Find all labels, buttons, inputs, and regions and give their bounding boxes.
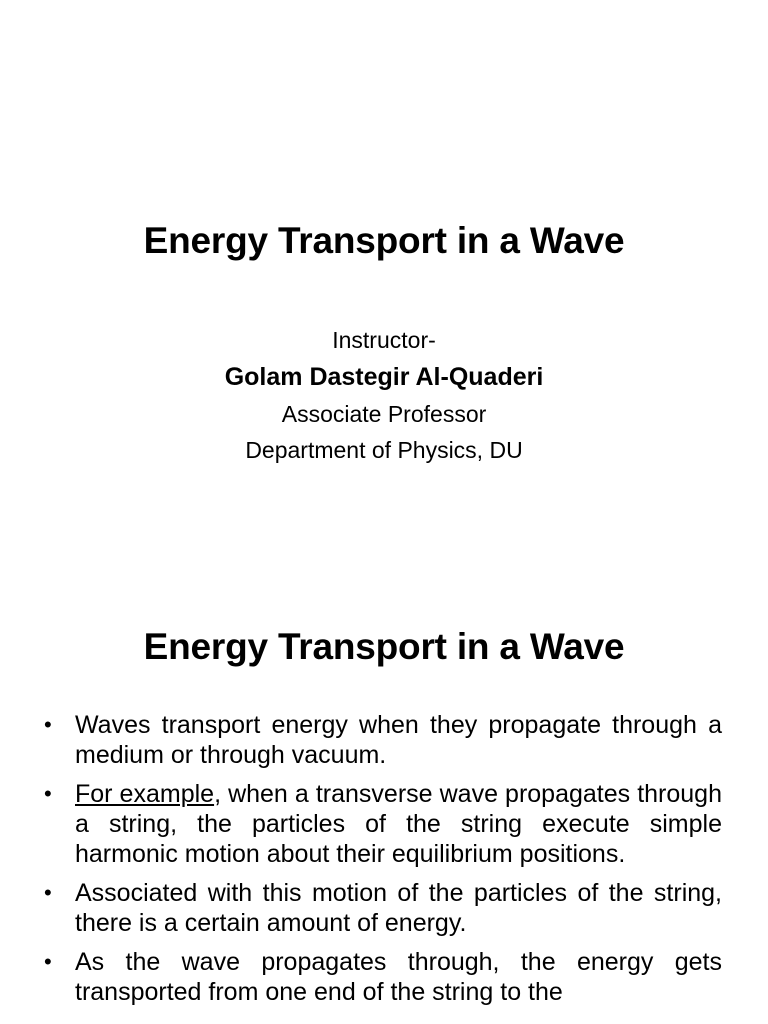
- instructor-info: [0, 322, 768, 468]
- bullet-item: [44, 779, 722, 869]
- bullet-list: [44, 710, 722, 1016]
- bullet-item: [44, 947, 722, 1007]
- bullet-icon: •: [44, 949, 52, 974]
- slide-title: Energy Transport in a Wave: [143, 220, 625, 261]
- bullet-item: [44, 710, 722, 770]
- instructor-department: Department of Physics, DU: [245, 437, 523, 463]
- content-slide: [0, 576, 768, 1024]
- bullet-icon: •: [44, 880, 52, 905]
- bullet-icon: •: [44, 781, 52, 806]
- bullet-text: Waves transport energy when they propagate through a medium or through vacuum.: [75, 711, 722, 769]
- bullet-lead-text: For example: [75, 780, 215, 808]
- bullet-text: As the wave propagates through, the energy gets transported from one end of the string to the: [75, 948, 722, 1006]
- instructor-name: Golam Dastegir Al-Quaderi: [224, 363, 544, 391]
- bullet-item: [44, 878, 722, 938]
- bullet-text: , when a transverse wave propagates through a string, the particles of the string execute simple harmonic motion about their equilibrium positions.: [75, 780, 722, 868]
- instructor-label: Instructor-: [332, 327, 436, 353]
- instructor-position: Associate Professor: [281, 401, 487, 427]
- slide-title: Energy Transport in a Wave: [143, 626, 625, 667]
- bullet-text: Associated with this motion of the particles of the string, there is a certain amount of energy.: [75, 879, 722, 937]
- bullet-icon: •: [44, 712, 52, 737]
